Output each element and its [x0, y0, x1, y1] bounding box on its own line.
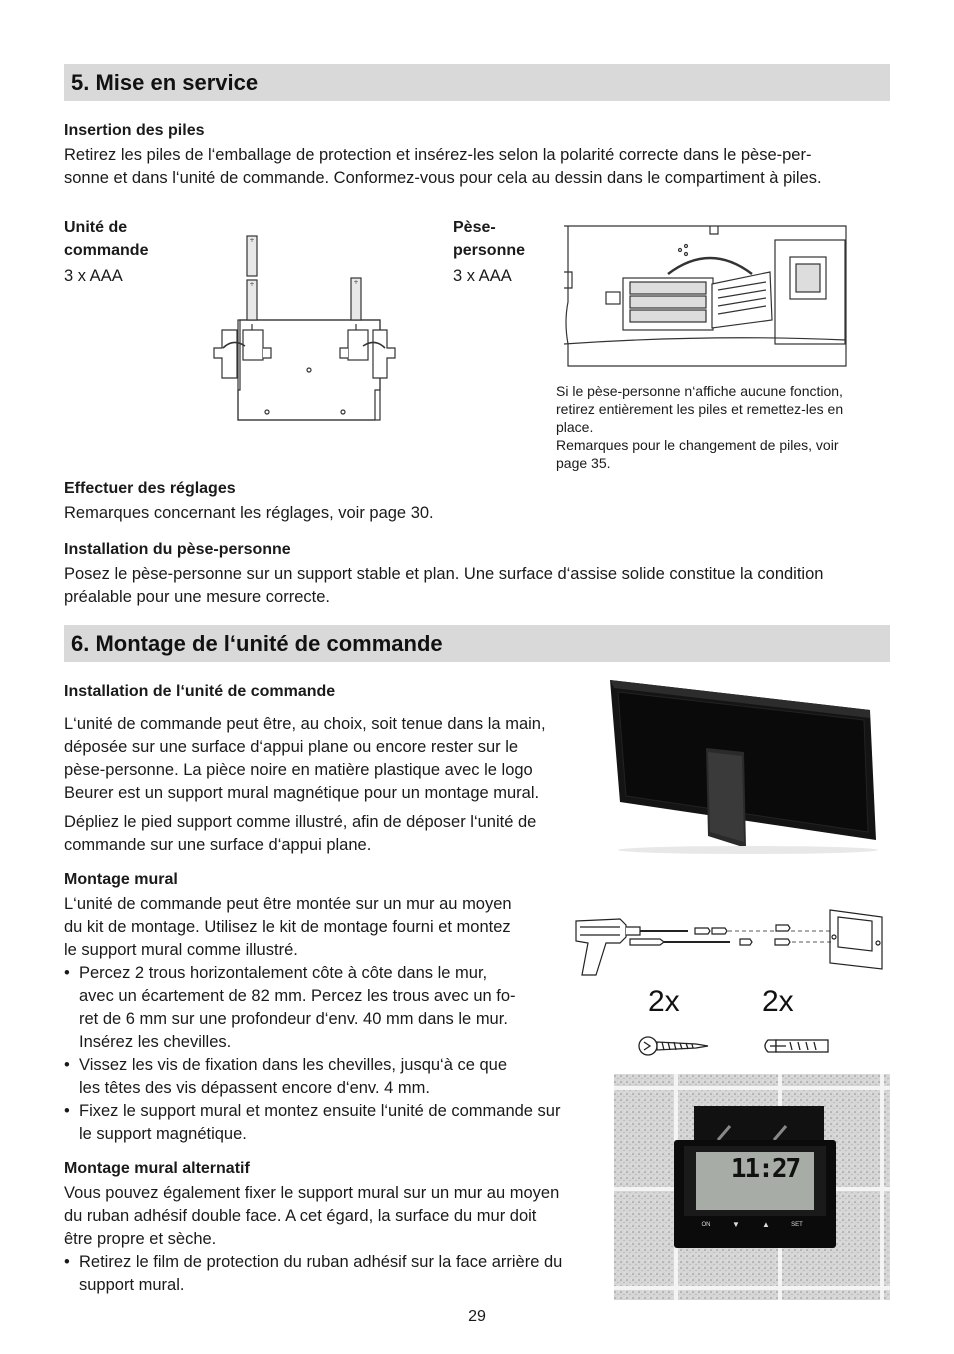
alt-wall-mount-heading: Montage mural alternatif [64, 1160, 250, 1177]
svg-text:+: + [353, 279, 359, 286]
control-unit-installation-para-2 [64, 811, 584, 857]
control-unit-label [64, 216, 204, 288]
set-button: SET [791, 1222, 803, 1228]
control-unit-battery-illustration [205, 230, 405, 440]
wall-step-1 [64, 962, 604, 1054]
wall-mount-heading: Montage mural [64, 871, 178, 888]
control-unit-installation-heading: Installation de l‘unité de commande [64, 683, 336, 700]
control-unit-battery-type: 3 x AAA [64, 267, 123, 285]
control-unit-installation-block [64, 683, 584, 857]
wall-mount-intro [64, 893, 604, 962]
scale-note-line-1: Si le pèse-personne n‘affiche aucune fonction, [556, 383, 843, 399]
screws-quantity: 2x [648, 985, 680, 1018]
on-button: ON [701, 1222, 711, 1228]
down-button: ▼ [732, 1220, 740, 1229]
section-5-title: 5. Mise en service [71, 70, 259, 95]
wall-intro-line-2: du kit de montage. Utilisez le kit de montage fourni et montez [64, 918, 511, 936]
scale-installation-line-1: Posez le pèse-personne sur un support stable et plan. Une surface d‘assise solide constitue la condition [64, 565, 824, 583]
alt-step-1 [64, 1251, 604, 1297]
control-unit-stand-photo [598, 678, 888, 856]
alt-line-3: être propre et sèche. [64, 1230, 217, 1248]
settings-text: Remarques concernant les réglages, voir page 30. [64, 504, 434, 522]
scale-note-line-5: page 35. [556, 455, 611, 471]
battery-insertion-block [64, 122, 890, 190]
drill-mounting-illustration [570, 905, 886, 985]
wall-step-1-line-2: avec un écartement de 82 mm. Percez les trous avec un fo- [79, 987, 516, 1005]
scale-battery-note [556, 382, 886, 472]
alt-step-1-line-2: support mural. [79, 1276, 185, 1294]
wall-intro-line-1: L‘unité de commande peut être montée sur un mur au moyen [64, 895, 512, 913]
page-number: 29 [468, 1308, 486, 1325]
scale-installation-heading: Installation du pèse-personne [64, 541, 291, 558]
wall-step-1-line-3: ret de 6 mm sur une profondeur d‘env. 40 mm dans le mur. [79, 1010, 508, 1028]
install-para-2-line-1: Dépliez le pied support comme illustré, afin de déposer l‘unité de [64, 813, 537, 831]
alt-wall-mount-block [64, 1160, 604, 1297]
scale-note-line-2: retirez entièrement les piles et remettez-les en [556, 401, 844, 417]
section-6-header [64, 625, 890, 662]
alt-wall-mount-text [64, 1182, 604, 1251]
settings-block [64, 480, 890, 525]
section-6-title: 6. Montage de l‘unité de commande [71, 631, 443, 656]
scale-battery-illustration [560, 222, 852, 372]
install-para-1-line-3: pèse-personne. La pièce noire en matière plastique avec le logo [64, 761, 533, 779]
section-5-header [64, 64, 890, 101]
alt-wall-mount-steps [64, 1251, 604, 1297]
wall-step-3-line-2: le support magnétique. [79, 1125, 247, 1143]
svg-text:+: + [249, 281, 255, 288]
install-para-2-line-2: commande sur une surface d‘appui plane. [64, 836, 372, 854]
up-button: ▲ [762, 1220, 770, 1229]
wall-mounted-display-photo [614, 1074, 890, 1300]
control-unit-label-line-2: commande [64, 242, 149, 259]
scale-note-line-4: Remarques pour le changement de piles, voir [556, 437, 839, 453]
scale-label-line-2: personne [453, 242, 526, 259]
settings-heading: Effectuer des réglages [64, 480, 236, 497]
wall-step-2 [64, 1054, 604, 1100]
wall-mount-steps [64, 962, 604, 1146]
wall-step-1-line-1: • Percez 2 trous horizontalement côte à côte dans le mur, [79, 964, 488, 982]
wall-step-2-line-1: • Vissez les vis de fixation dans les chevilles, jusqu‘à ce que [79, 1056, 508, 1074]
scale-label [453, 216, 553, 288]
wall-step-2-line-2: les têtes des vis dépassent encore d‘env. 4 mm. [79, 1079, 430, 1097]
control-unit-label-line-1: Unité de [64, 219, 128, 236]
wall-mount-block [64, 871, 604, 1146]
display-time: 11:27 [730, 1154, 800, 1184]
control-unit-installation-para-1 [64, 713, 584, 805]
wall-step-1-line-4: Insérez les chevilles. [79, 1033, 232, 1051]
battery-insertion-line-1: Retirez les piles de l‘emballage de protection et insérez-les selon la polarité correcte dans le pèse-per- [64, 146, 812, 164]
scale-label-line-1: Pèse- [453, 219, 496, 236]
battery-insertion-heading: Insertion des piles [64, 122, 205, 139]
alt-line-1: Vous pouvez également fixer le support mural sur un mur au moyen [64, 1184, 560, 1202]
screw-dowel-illustration [636, 1032, 836, 1062]
wall-step-3 [64, 1100, 619, 1146]
battery-insertion-line-2: sonne et dans l‘unité de commande. Conformez-vous pour cela au dessin dans le compartiment à piles. [64, 169, 822, 187]
scale-battery-type: 3 x AAA [453, 267, 512, 285]
dowels-quantity: 2x [762, 985, 794, 1018]
svg-text:+: + [249, 237, 255, 244]
control-unit-device [614, 1074, 890, 1300]
wall-step-3-line-1: • Fixez le support mural et montez ensuite l‘unité de commande sur [79, 1102, 561, 1120]
alt-step-1-line-1: • Retirez le film de protection du ruban adhésif sur la face arrière du [79, 1253, 563, 1271]
wall-intro-line-3: le support mural comme illustré. [64, 941, 298, 959]
device-buttons [696, 1222, 814, 1236]
install-para-1-line-2: déposée sur une surface d‘appui plane ou encore rester sur le [64, 738, 519, 756]
scale-installation-line-2: préalable pour une mesure correcte. [64, 588, 330, 606]
scale-note-line-3: place. [556, 419, 594, 435]
install-para-1-line-4: Beurer est un support mural magnétique pour un montage mural. [64, 784, 540, 802]
install-para-1-line-1: L‘unité de commande peut être, au choix, soit tenue dans la main, [64, 715, 546, 733]
alt-line-2: du ruban adhésif double face. A cet égard, la surface du mur doit [64, 1207, 537, 1225]
scale-installation-block [64, 541, 890, 609]
